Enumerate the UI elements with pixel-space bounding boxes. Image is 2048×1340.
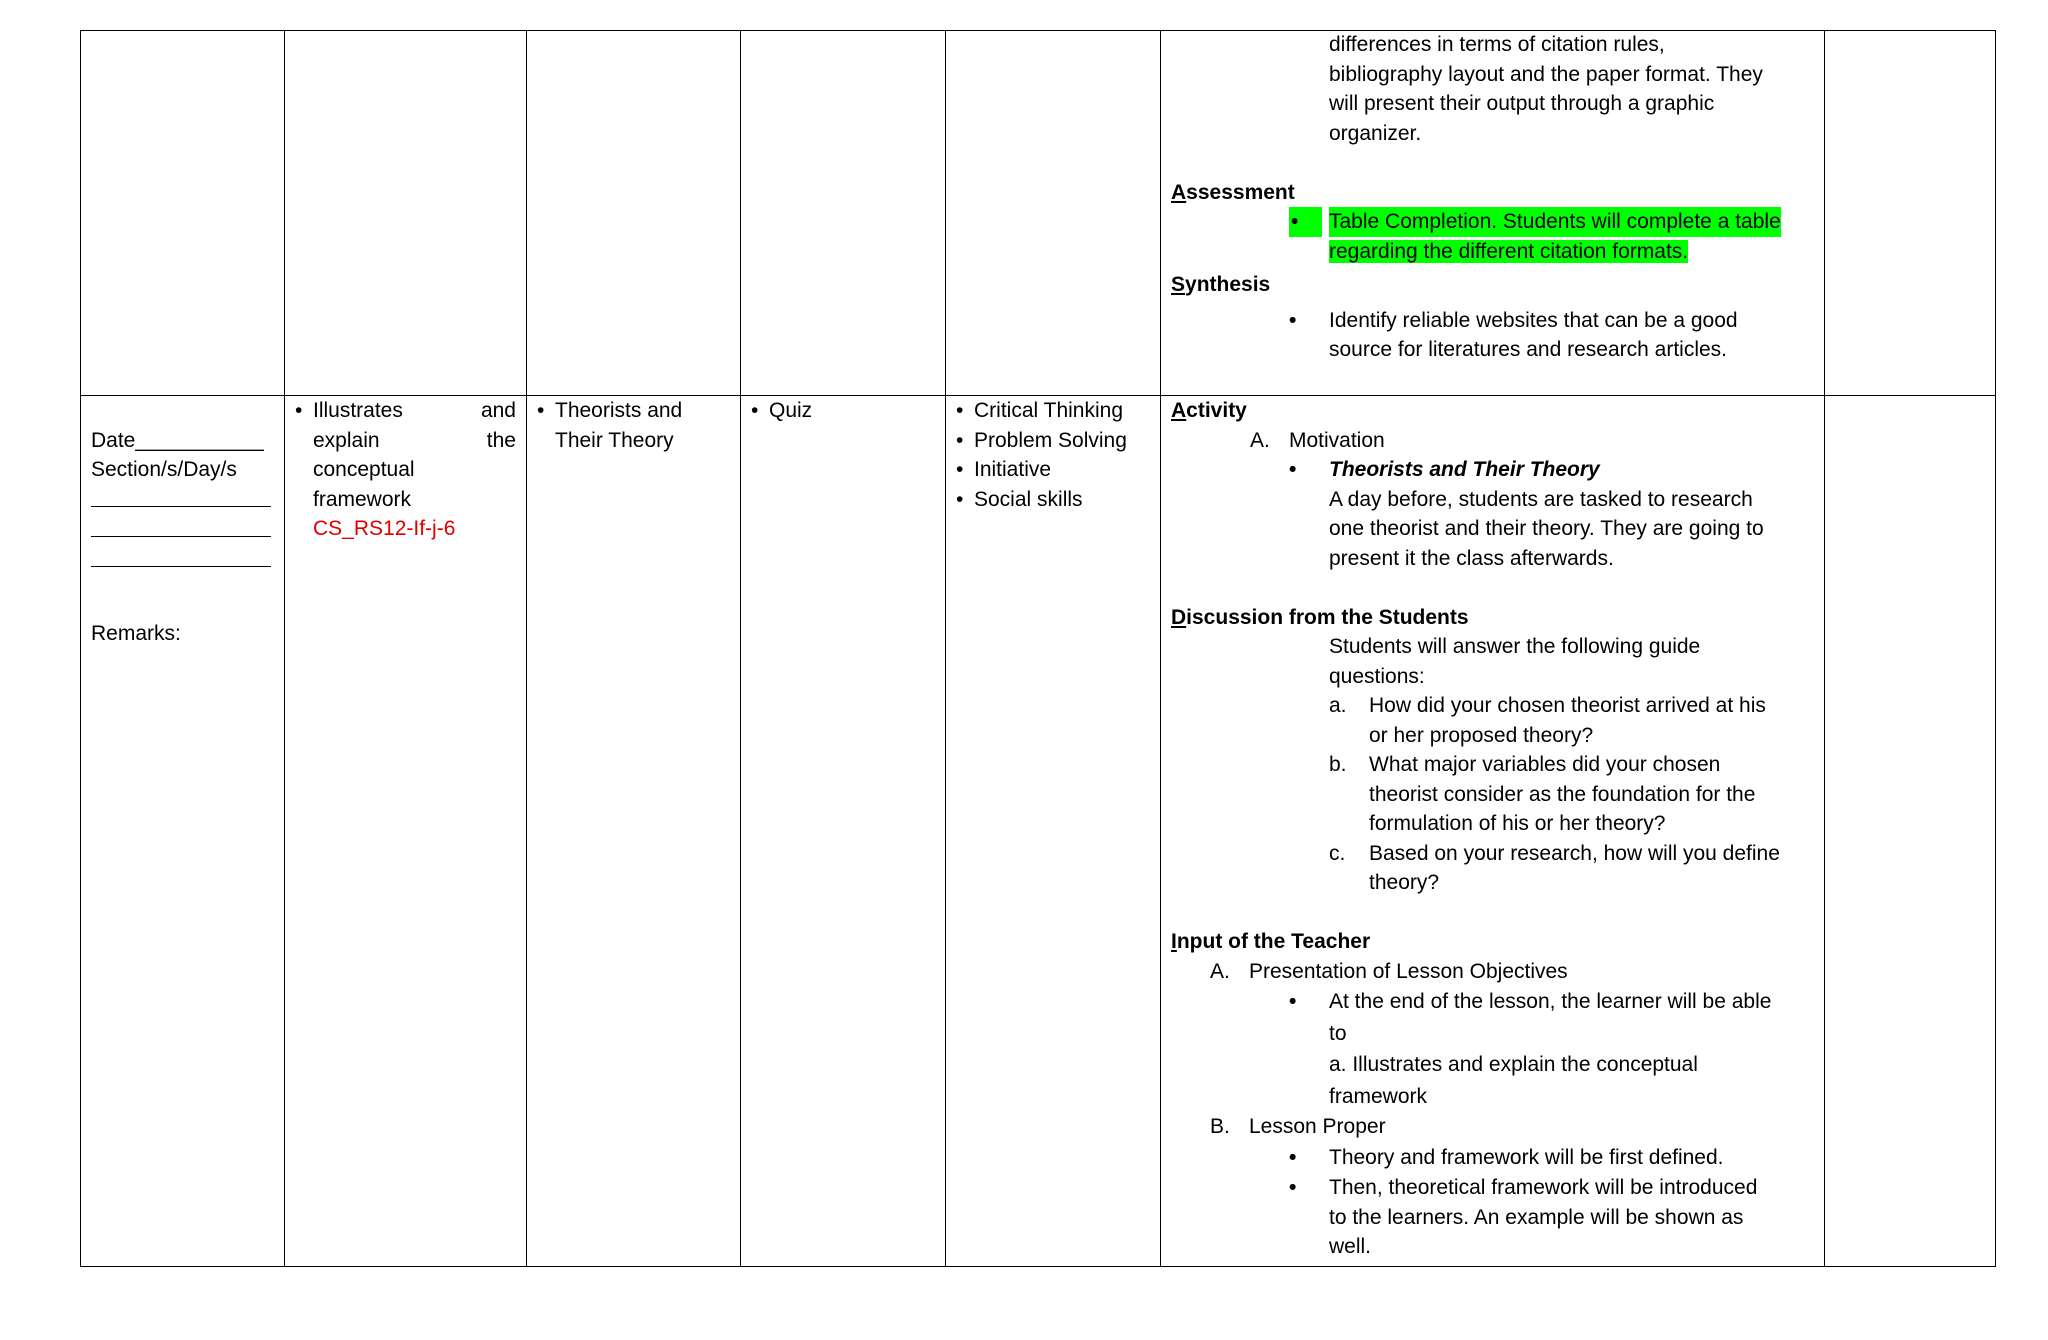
lesson-plan-table: [80, 30, 1996, 1267]
remarks-cell-empty: [1825, 396, 1996, 1267]
competency-cell: [285, 396, 527, 1267]
date-section-cell: [81, 396, 285, 1267]
text-line: will present their output through a graphic: [1329, 92, 1715, 115]
lesson-proper-item: B. Lesson Proper: [1210, 1115, 1386, 1138]
competency-cell-empty: [285, 31, 527, 396]
objective-detail: • At the end of the lesson, the learner will be able to a. Illustrates and explain the conceptual framework: [1171, 986, 1814, 1112]
assessment-item: [1171, 207, 1814, 266]
list-item: • Critical Thinking: [956, 396, 1150, 426]
text-line: one theorist and their theory. They are going to: [1329, 517, 1764, 540]
list-item: • Theorists and Their Theory: [537, 396, 730, 455]
table-row: [81, 31, 1996, 396]
list-item: • Social skills: [956, 485, 1150, 515]
text-line: A day before, students are tasked to research: [1329, 487, 1753, 511]
question-item: a. How did your chosen theorist arrived at his or her proposed theory?: [1329, 694, 1766, 747]
procedure-cell: [1161, 31, 1825, 396]
text-line: Identify reliable websites that can be a good: [1329, 308, 1738, 332]
text-line: source for literatures and research articles.: [1329, 338, 1728, 361]
date-cell-empty: [81, 31, 285, 396]
bullet-icon: •: [1289, 458, 1297, 481]
table-row: [81, 396, 1996, 1267]
bullet-icon: •: [1289, 308, 1297, 332]
text-line: differences in terms of citation rules,: [1329, 33, 1665, 56]
question-item: c. Based on your research, how will you define theory?: [1329, 841, 1780, 894]
section-label: Section/s/Day/s: [91, 458, 237, 481]
activity-heading: Activity: [1171, 399, 1247, 422]
motivation-title: Theorists and Their Theory: [1329, 458, 1600, 481]
discussion-heading: Discussion from the Students: [1171, 605, 1469, 629]
question-item: b. What major variables did your chosen theorist consider as the foundation for the formulation of his or her theory?: [1329, 753, 1756, 835]
text-line: Table Completion. Students will complete a table: [1329, 207, 1781, 237]
text-line: regarding the different citation formats.: [1329, 239, 1689, 263]
skills-list: [956, 396, 1150, 514]
bullet-icon: •: [1289, 990, 1297, 1013]
remarks-cell-empty: [1825, 31, 1996, 396]
blank-line: [91, 515, 271, 537]
procedure-cell: [1161, 396, 1825, 1267]
input-heading: Input of the Teacher: [1171, 930, 1371, 953]
proper-detail: • Theory and framework will be first defined.: [1171, 1142, 1814, 1174]
motivation-detail: [1171, 455, 1814, 573]
blank-line: [91, 545, 271, 567]
assessment-type-cell-empty: [741, 31, 946, 396]
motivation-item: A. Motivation: [1250, 428, 1385, 452]
objectives-item: A. Presentation of Lesson Objectives: [1210, 959, 1568, 983]
synthesis-heading: Synthesis: [1171, 273, 1271, 296]
content-cell: [527, 396, 741, 1267]
assessment-type-list: [751, 396, 935, 426]
discussion-intro: Students will answer the following guide questions:: [1329, 635, 1701, 688]
list-item: • Quiz: [751, 396, 935, 426]
text-line: bibliography layout and the paper format. They: [1329, 62, 1763, 86]
date-label: Date___________: [91, 428, 264, 452]
competency-list: [295, 396, 516, 544]
assessment-type-cell: [741, 396, 946, 1267]
bullet-icon: •: [1289, 1176, 1297, 1199]
text-line: organizer.: [1329, 121, 1422, 145]
skills-cell: [946, 396, 1161, 1267]
text-line: present it the class afterwards.: [1329, 546, 1614, 570]
blank-line: [91, 485, 271, 507]
content-list: [537, 396, 730, 455]
bullet-icon: •: [1289, 207, 1322, 237]
list-item: • Problem Solving: [956, 426, 1150, 456]
competency-code: CS_RS12-If-j-6: [313, 517, 456, 540]
continued-paragraph: [1171, 31, 1814, 149]
list-item: • Initiative: [956, 455, 1150, 485]
synthesis-item: [1171, 306, 1814, 365]
remarks-label: Remarks:: [91, 621, 181, 645]
bullet-icon: •: [1289, 1145, 1297, 1169]
list-item: • Illustrates and explain the conceptual framework CS_RS12-If-j-6: [295, 396, 516, 544]
content-cell-empty: [527, 31, 741, 396]
skills-cell-empty: [946, 31, 1161, 396]
proper-detail: • Then, theoretical framework will be introduced to the learners. An example will be shown as well.: [1171, 1173, 1814, 1262]
assessment-heading: Assessment: [1171, 180, 1295, 204]
